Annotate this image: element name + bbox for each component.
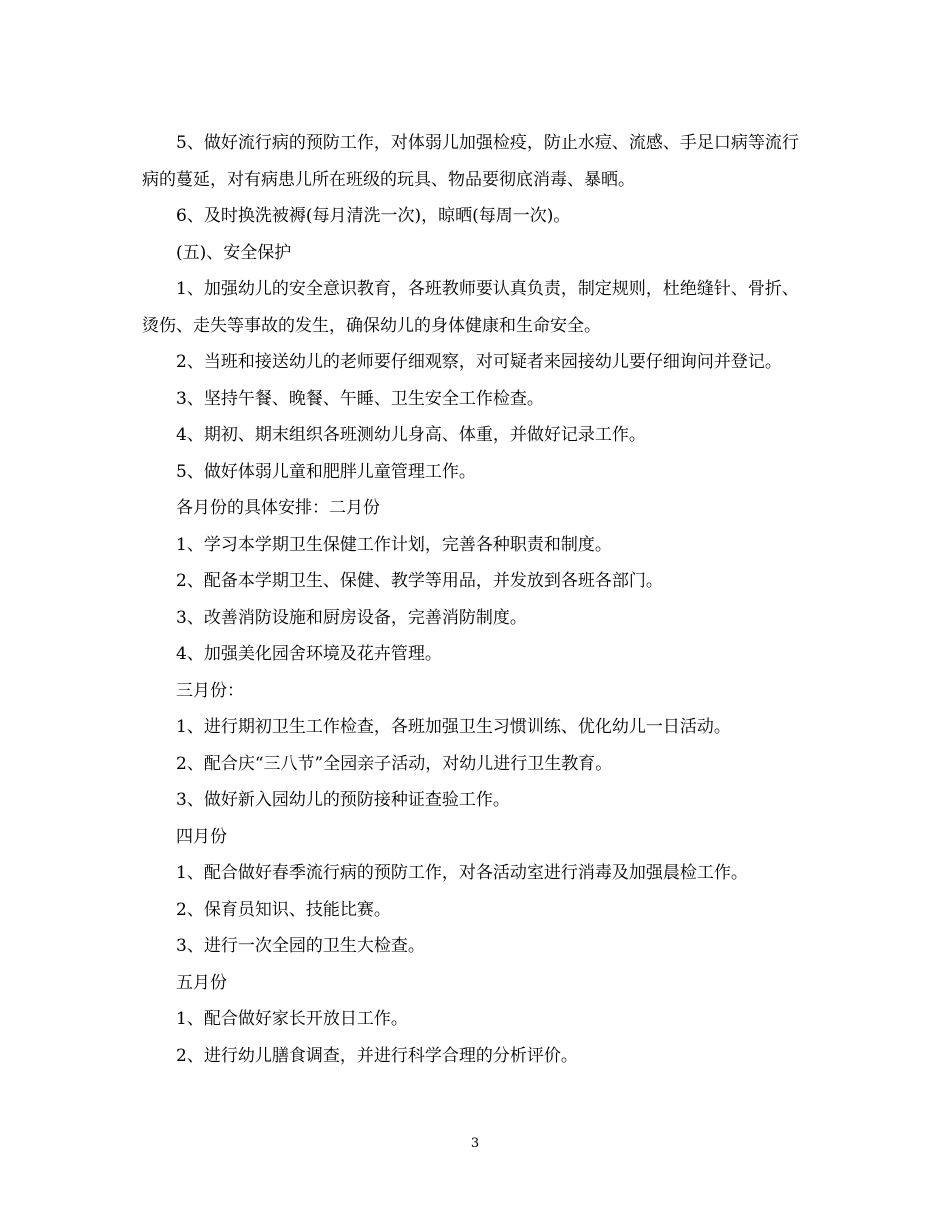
paragraph: 3、改善消防设施和厨房设备，完善消防制度。 [176,607,527,628]
paragraph: 2、配备本学期卫生、保健、教学等用品，并发放到各班各部门。 [176,571,663,591]
paragraph: 5、做好体弱儿童和肥胖儿童管理工作。 [176,461,476,482]
paragraph: 2、进行幼儿膳食调查，并进行科学合理的分析评价。 [176,1045,578,1066]
month-heading: 各月份的具体安排：二月份 [176,498,380,518]
paragraph: 4、加强美化园舍环境及花卉管理。 [176,644,442,664]
paragraph: 6、及时换洗被褥(每月清洗一次)，晾晒(每周一次)。 [176,206,571,226]
month-heading: 三月份： [176,680,244,701]
paragraph: 2、保育员知识、技能比赛。 [176,899,391,920]
document-body [142,125,812,1074]
paragraph: 3、进行一次全园的卫生大检查。 [176,936,425,956]
paragraph: 4、期初、期末组织各班测幼儿身高、体重，并做好记录工作。 [176,425,646,445]
paragraph: 1、配合做好家长开放日工作。 [176,1009,408,1029]
section-heading: (五)、安全保护 [176,242,292,263]
paragraph: 3、做好新入园幼儿的预防接种证查验工作。 [176,790,510,810]
paragraph: 1、配合做好春季流行病的预防工作，对各活动室进行消毒及加强晨检工作。 [176,863,748,883]
month-heading: 四月份 [176,826,227,847]
paragraph: 1、学习本学期卫生保健工作计划，完善各种职责和制度。 [176,534,612,555]
paragraph: 5、做好流行病的预防工作，对体弱儿加强检疫，防止水痘、流感、手足口病等流行病的蔓延，对有病患儿所在班级的玩具、物品要彻底消毒、暴晒。 [142,133,799,190]
paragraph: 1、进行期初卫生工作检查，各班加强卫生习惯训练、优化幼儿一日活动。 [176,717,731,737]
month-heading: 五月份 [176,972,227,993]
paragraph: 2、配合庆“三八节”全园亲子活动，对幼儿进行卫生教育。 [176,753,613,774]
page-number: 3 [470,1136,480,1151]
paragraph: 2、当班和接送幼儿的老师要仔细观察，对可疑者来园接幼儿要仔细询问并登记。 [176,352,782,372]
paragraph: 1、加强幼儿的安全意识教育，各班教师要认真负责，制定规则，杜绝缝针、骨折、烫伤、走失等事故的发生，确保幼儿的身体健康和生命安全。 [142,279,799,336]
paragraph: 3、坚持午餐、晚餐、午睡、卫生安全工作检查。 [176,388,544,409]
